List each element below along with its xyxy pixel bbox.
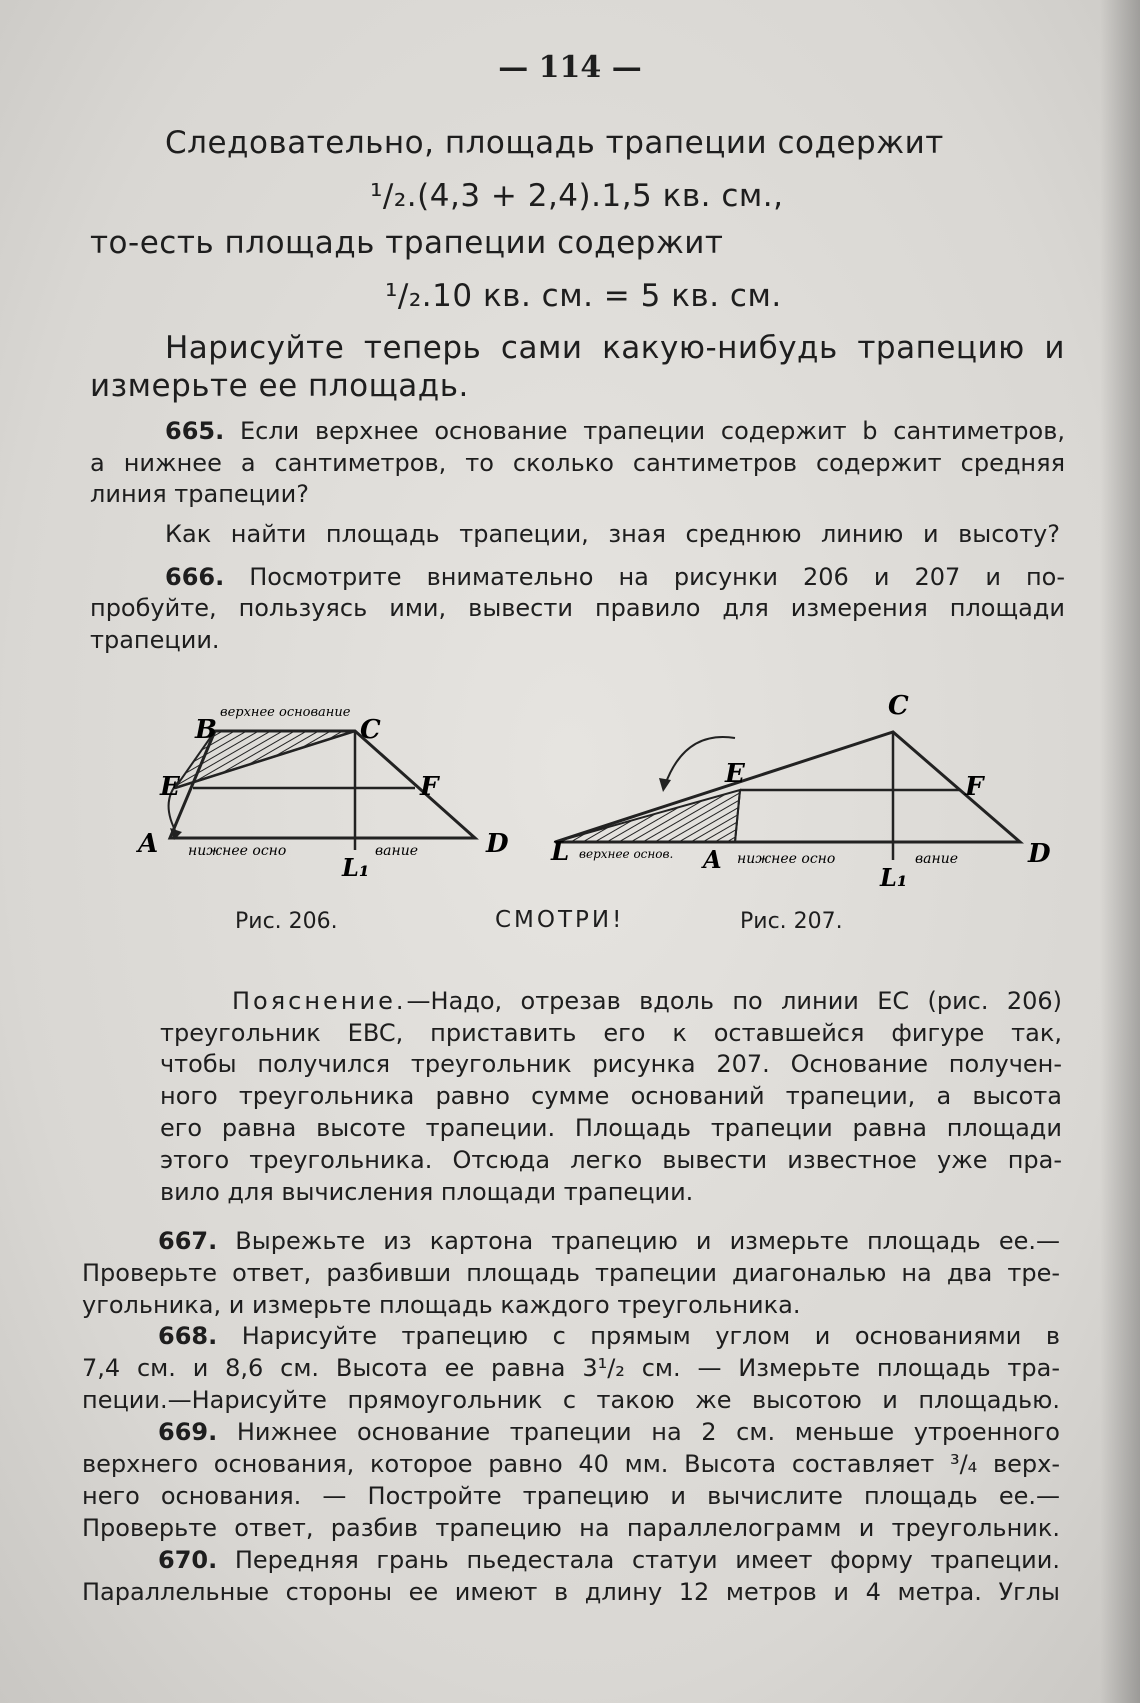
- label-B: B: [195, 715, 217, 745]
- text-span: —Надо, отрезав вдоль по линии EC (рис. 206): [406, 987, 1062, 1015]
- problem-667-line: [158, 1227, 1060, 1255]
- upper-base-label: верхнее основ.: [579, 847, 674, 861]
- problem-669-line: него основания. — Постройте трапецию и вычислите площадь ее.—: [82, 1482, 1060, 1510]
- explanation-line: треугольник EBC, приставить его к оставшейся фигуре так,: [160, 1019, 1062, 1047]
- label-L1: L₁: [880, 863, 908, 892]
- label-C: C: [360, 715, 381, 745]
- label-A: A: [703, 845, 722, 874]
- problem-number: 668.: [158, 1322, 218, 1350]
- explanation-line: [232, 987, 1062, 1015]
- problem-number: 669.: [158, 1418, 218, 1446]
- problem-number: 665.: [165, 417, 225, 445]
- problem-number: 666.: [165, 563, 225, 591]
- text-span: Посмотрите внимательно на рисунки 206 и 207 и по-: [224, 563, 1065, 591]
- problem-665-line: а нижнее a сантиметров, то сколько сантиметров содержит средняя: [90, 449, 1065, 477]
- text-line: Следовательно, площадь трапеции содержит: [165, 125, 944, 161]
- problem-666-line: пробуйте, пользуясь ими, вывести правило для измерения площади: [90, 594, 1065, 622]
- arrow-head: [659, 778, 671, 792]
- lower-base-label-b: вание: [375, 843, 419, 859]
- problem-667-line: угольника, и измерьте площадь каждого треугольника.: [82, 1291, 801, 1319]
- page-edge-shadow: [1100, 0, 1140, 1703]
- label-F: F: [965, 772, 984, 802]
- label-C: C: [888, 691, 909, 721]
- problem-668-line: [158, 1322, 1060, 1350]
- lower-base-label-a: нижнее осно: [188, 843, 287, 859]
- problem-667-line: Проверьте ответ, разбивши площадь трапеции диагональю на два тре-: [82, 1259, 1060, 1287]
- problem-666-line: трапеции.: [90, 626, 220, 654]
- problem-668-line: 7,4 см. и 8,6 см. Высота ее равна 3¹/₂ см. — Измерьте площадь тра-: [82, 1354, 1060, 1382]
- page-number: — 114 —: [498, 50, 642, 85]
- problem-670-line: Параллельные стороны ее имеют в длину 12 метров и 4 метра. Углы: [82, 1578, 1060, 1606]
- label-D: D: [486, 829, 509, 859]
- explanation-head: Пояснение.: [232, 987, 407, 1015]
- formula-line: ¹/₂.10 кв. см. = 5 кв. см.: [385, 278, 782, 314]
- text-span: Нижнее основание трапеции на 2 см. меньше утроенного: [217, 1418, 1060, 1446]
- figure-206-caption: Рис. 206.: [235, 909, 338, 934]
- label-L: L: [551, 837, 570, 867]
- label-D: D: [1028, 839, 1051, 869]
- text-line: измерьте ее площадь.: [90, 368, 469, 404]
- problem-669-line: [158, 1418, 1060, 1446]
- text-span: Если верхнее основание трапеции содержит b сантиметров,: [224, 417, 1065, 445]
- explanation-line: ного треугольника равно сумме оснований трапеции, а высота: [160, 1082, 1062, 1110]
- problem-669-line: верхнего основания, которое равно 40 мм. Высота составляет ³/₄ верх-: [82, 1450, 1060, 1478]
- formula-line: ¹/₂.(4,3 + 2,4).1,5 кв. см.,: [370, 178, 784, 214]
- text-span: Передняя грань пьедестала статуи имеет форму трапеции.: [217, 1546, 1060, 1574]
- problem-670-line: [158, 1546, 1060, 1574]
- label-E: E: [725, 759, 745, 789]
- label-L1: L₁: [342, 853, 370, 882]
- lower-base-label-b: вание: [915, 851, 959, 867]
- problem-666-line: [165, 563, 1065, 591]
- look-caption: СМОТРИ!: [495, 907, 625, 933]
- figure-207-caption: Рис. 207.: [740, 909, 843, 934]
- problem-number: 670.: [158, 1546, 218, 1574]
- text-span: Нарисуйте трапецию с прямым углом и основаниями в: [217, 1322, 1060, 1350]
- explanation-line: чтобы получился треугольник рисунка 207. Основание получен-: [160, 1050, 1062, 1078]
- figure-207: [545, 690, 1065, 900]
- text-line: Нарисуйте теперь сами какую-нибудь трапецию и: [165, 330, 1065, 366]
- problem-number: 667.: [158, 1227, 218, 1255]
- figure-206: [130, 680, 530, 890]
- explanation-line: вило для вычисления площади трапеции.: [160, 1178, 694, 1206]
- text-line: то-есть площадь трапеции содержит: [90, 225, 724, 261]
- problem-665-line: линия трапеции?: [90, 480, 309, 508]
- label-F: F: [420, 772, 439, 802]
- explanation-line: этого треугольника. Отсюда легко вывести известное уже пра-: [160, 1146, 1062, 1174]
- problem-665-question: Как найти площадь трапеции, зная среднюю линию и высоту?: [165, 520, 1060, 548]
- text-span: Вырежьте из картона трапецию и измерьте площадь ее.—: [217, 1227, 1060, 1255]
- problem-665-line: [165, 417, 1065, 445]
- problem-669-line: Проверьте ответ, разбив трапецию на параллелограмм и треугольник.: [82, 1514, 1060, 1542]
- label-E: E: [160, 772, 180, 802]
- label-A: A: [138, 829, 159, 859]
- explanation-line: его равна высоте трапеции. Площадь трапеции равна площади: [160, 1114, 1062, 1142]
- problem-668-line: пеции.—Нарисуйте прямоугольник с такою же высотою и площадью.: [82, 1386, 1060, 1414]
- lower-base-label-a: нижнее осно: [737, 851, 836, 867]
- upper-base-label: верхнее основание: [220, 705, 351, 720]
